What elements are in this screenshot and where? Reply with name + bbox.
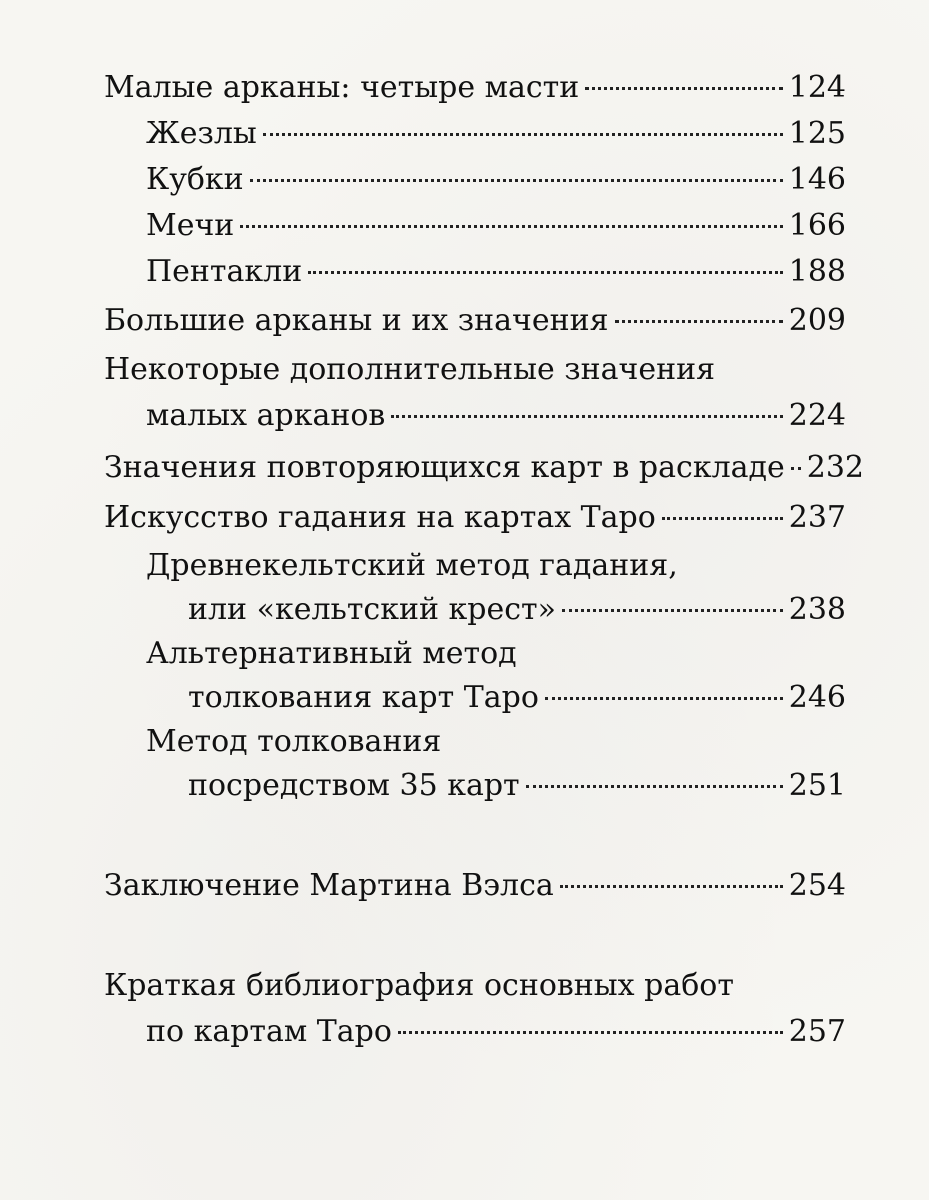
toc-page-number: 146	[788, 162, 846, 197]
dot-leader	[391, 415, 782, 418]
toc-entry-conclusion	[104, 866, 846, 906]
toc-entry-celtic-method-line1: Древнекельтский метод гадания,	[146, 548, 678, 583]
toc-page-number: 224	[788, 398, 846, 433]
toc-page-number: 209	[788, 303, 846, 338]
toc-page-number: 232	[806, 450, 865, 485]
toc-entry-label: Кубки	[146, 162, 244, 197]
toc-page-number: 188	[788, 254, 846, 289]
dot-leader	[398, 1031, 783, 1034]
toc-entry-label: толкования карт Таро	[188, 680, 539, 715]
dot-leader	[560, 885, 783, 888]
dot-leader	[308, 271, 783, 274]
toc-entry-35-cards-line1: Метод толкования	[146, 724, 442, 759]
toc-page-number: 246	[788, 680, 846, 715]
toc-entry-cups	[146, 160, 846, 200]
toc-page-number: 251	[788, 768, 846, 803]
dot-leader	[545, 697, 783, 700]
dot-leader	[615, 320, 783, 323]
toc-entry-repeating-cards	[104, 448, 865, 488]
toc-entry-label: посредством 35 карт	[188, 768, 520, 803]
toc-entry-label: Малые арканы: четыре масти	[104, 70, 580, 105]
dot-leader	[240, 225, 782, 228]
toc-entry-wands	[146, 114, 846, 154]
toc-page-number: 238	[788, 592, 846, 627]
toc-entry-label: по картам Таро	[146, 1014, 392, 1049]
toc-entry-major-arcana	[104, 301, 846, 341]
toc-entry-additional-meanings-line1: Некоторые дополнительные значения	[104, 352, 716, 387]
toc-entry-art-of-divination	[104, 498, 846, 538]
toc-entry-swords	[146, 206, 846, 246]
toc-entry-bibliography-line1: Краткая библиография основных работ	[104, 968, 734, 1003]
toc-entry-bibliography	[146, 1012, 846, 1052]
toc-entry-label: Значения повторяющихся карт в раскладе	[104, 450, 785, 485]
toc-page-number: 254	[788, 868, 846, 903]
dot-leader	[263, 133, 783, 136]
toc-entry-pentacles	[146, 252, 846, 292]
dot-leader	[250, 179, 783, 182]
dot-leader	[791, 467, 801, 470]
toc-entry-35-cards	[188, 766, 846, 806]
toc-page-number: 125	[788, 116, 846, 151]
toc-entry-label: Искусство гадания на картах Таро	[104, 500, 656, 535]
toc-page-number: 124	[788, 70, 846, 105]
toc-page-number: 257	[788, 1014, 846, 1049]
toc-entry-label: Большие арканы и их значения	[104, 303, 609, 338]
dot-leader	[585, 87, 782, 90]
toc-entry-minor-arcana	[104, 68, 846, 108]
toc-page-number: 166	[788, 208, 846, 243]
toc-entry-label: Жезлы	[146, 116, 257, 151]
toc-entry-alternative-method	[188, 678, 846, 718]
dot-leader	[662, 517, 783, 520]
toc-entry-celtic-cross	[188, 590, 846, 630]
toc-entry-label: Мечи	[146, 208, 235, 243]
toc-entry-label: Пентакли	[146, 254, 303, 289]
toc-page-number: 237	[788, 500, 846, 535]
toc-entry-additional-meanings	[146, 396, 846, 436]
toc-entry-label: или «кельтский крест»	[188, 592, 556, 627]
toc-entry-label: Заключение Мартина Вэлса	[104, 868, 554, 903]
dot-leader	[526, 785, 783, 788]
dot-leader	[562, 609, 783, 612]
toc-entry-alternative-method-line1: Альтернативный метод	[146, 636, 517, 671]
toc-entry-label: малых арканов	[146, 398, 386, 433]
